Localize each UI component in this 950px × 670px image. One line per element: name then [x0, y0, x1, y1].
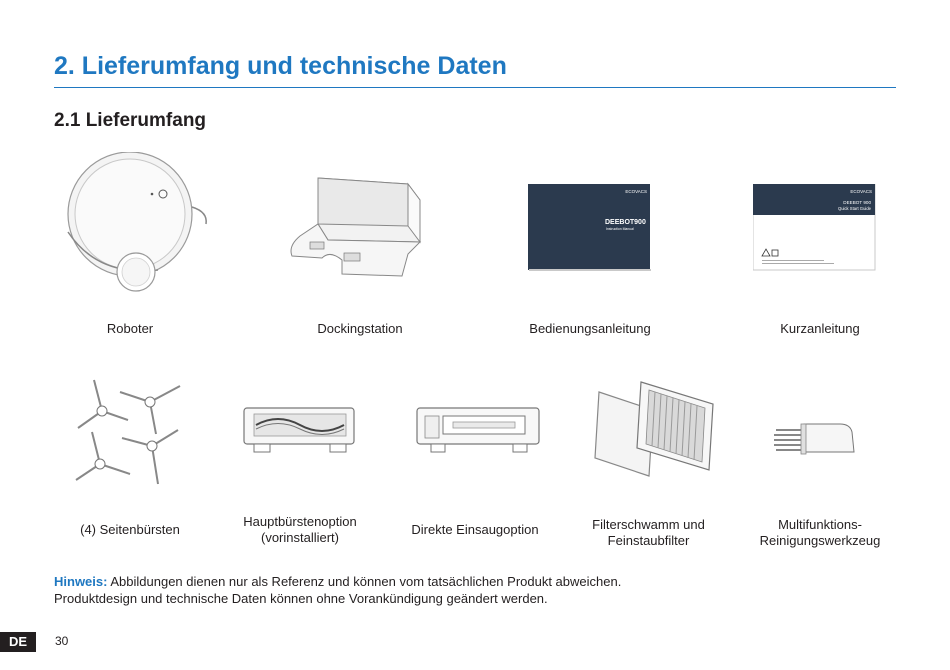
- cleaning-tool-icon: [770, 418, 860, 463]
- caption-werkzeug-line1: Multifunktions-: [778, 517, 862, 532]
- caption-filter-line2: Feinstaubfilter: [607, 533, 690, 548]
- subsection-heading: 2.1 Lieferumfang: [54, 110, 207, 131]
- caption-filter-line1: Filterschwamm und: [592, 517, 705, 532]
- caption-filter: [576, 517, 721, 549]
- caption-dockingstation: Dockingstation: [317, 321, 403, 336]
- caption-hauptbuerste: [225, 514, 375, 546]
- caption-einsaugoption: Direkte Einsaugoption: [411, 522, 539, 537]
- heading-rule: [54, 87, 896, 88]
- page-number: 30: [55, 634, 69, 648]
- note-block: [54, 573, 621, 607]
- caption-kurzanleitung: Kurzanleitung: [780, 321, 860, 336]
- caption-bedienungsanleitung: Bedienungsanleitung: [529, 321, 651, 336]
- note-line1: [54, 573, 621, 590]
- direct-suction-option-icon: [413, 400, 543, 460]
- section-heading: 2. Lieferumfang und technische Daten: [54, 52, 507, 80]
- note-label: Hinweis:: [54, 574, 108, 589]
- caption-werkzeug-line2: Reinigungswerkzeug: [759, 533, 881, 548]
- caption-reinigungswerkzeug: [745, 517, 895, 549]
- note-line2: Produktdesign und technische Daten können ohne Vorankündigung geändert werden.: [54, 591, 548, 606]
- guide-subtitle: Quick Start Guide: [837, 206, 871, 211]
- language-badge: DE: [0, 632, 36, 652]
- manual-brand: ECOVACS: [625, 189, 647, 194]
- manual-subtitle: Instruction Manual: [606, 227, 634, 231]
- quick-start-guide-icon: [753, 184, 877, 272]
- manual-title: DEEBOT900: [605, 219, 646, 226]
- note-text-1: Abbildungen dienen nur als Referenz und können vom tatsächlichen Produkt abweichen.: [110, 574, 622, 589]
- guide-brand: ECOVACS: [850, 189, 872, 194]
- docking-station-icon: [282, 170, 432, 280]
- caption-seitenbuersten: (4) Seitenbürsten: [80, 522, 180, 537]
- filter-icon: [593, 378, 723, 478]
- caption-hauptbuerste-line2: (vorinstalliert): [260, 530, 339, 545]
- robot-vacuum-icon: [58, 152, 218, 292]
- side-brushes-icon: [70, 374, 190, 494]
- instruction-manual-icon: [528, 184, 652, 272]
- main-brush-option-icon: [240, 400, 360, 460]
- guide-title: DEEBOT 900: [843, 200, 871, 205]
- caption-robot: Roboter: [106, 321, 154, 336]
- caption-hauptbuerste-line1: Hauptbürstenoption: [243, 514, 357, 529]
